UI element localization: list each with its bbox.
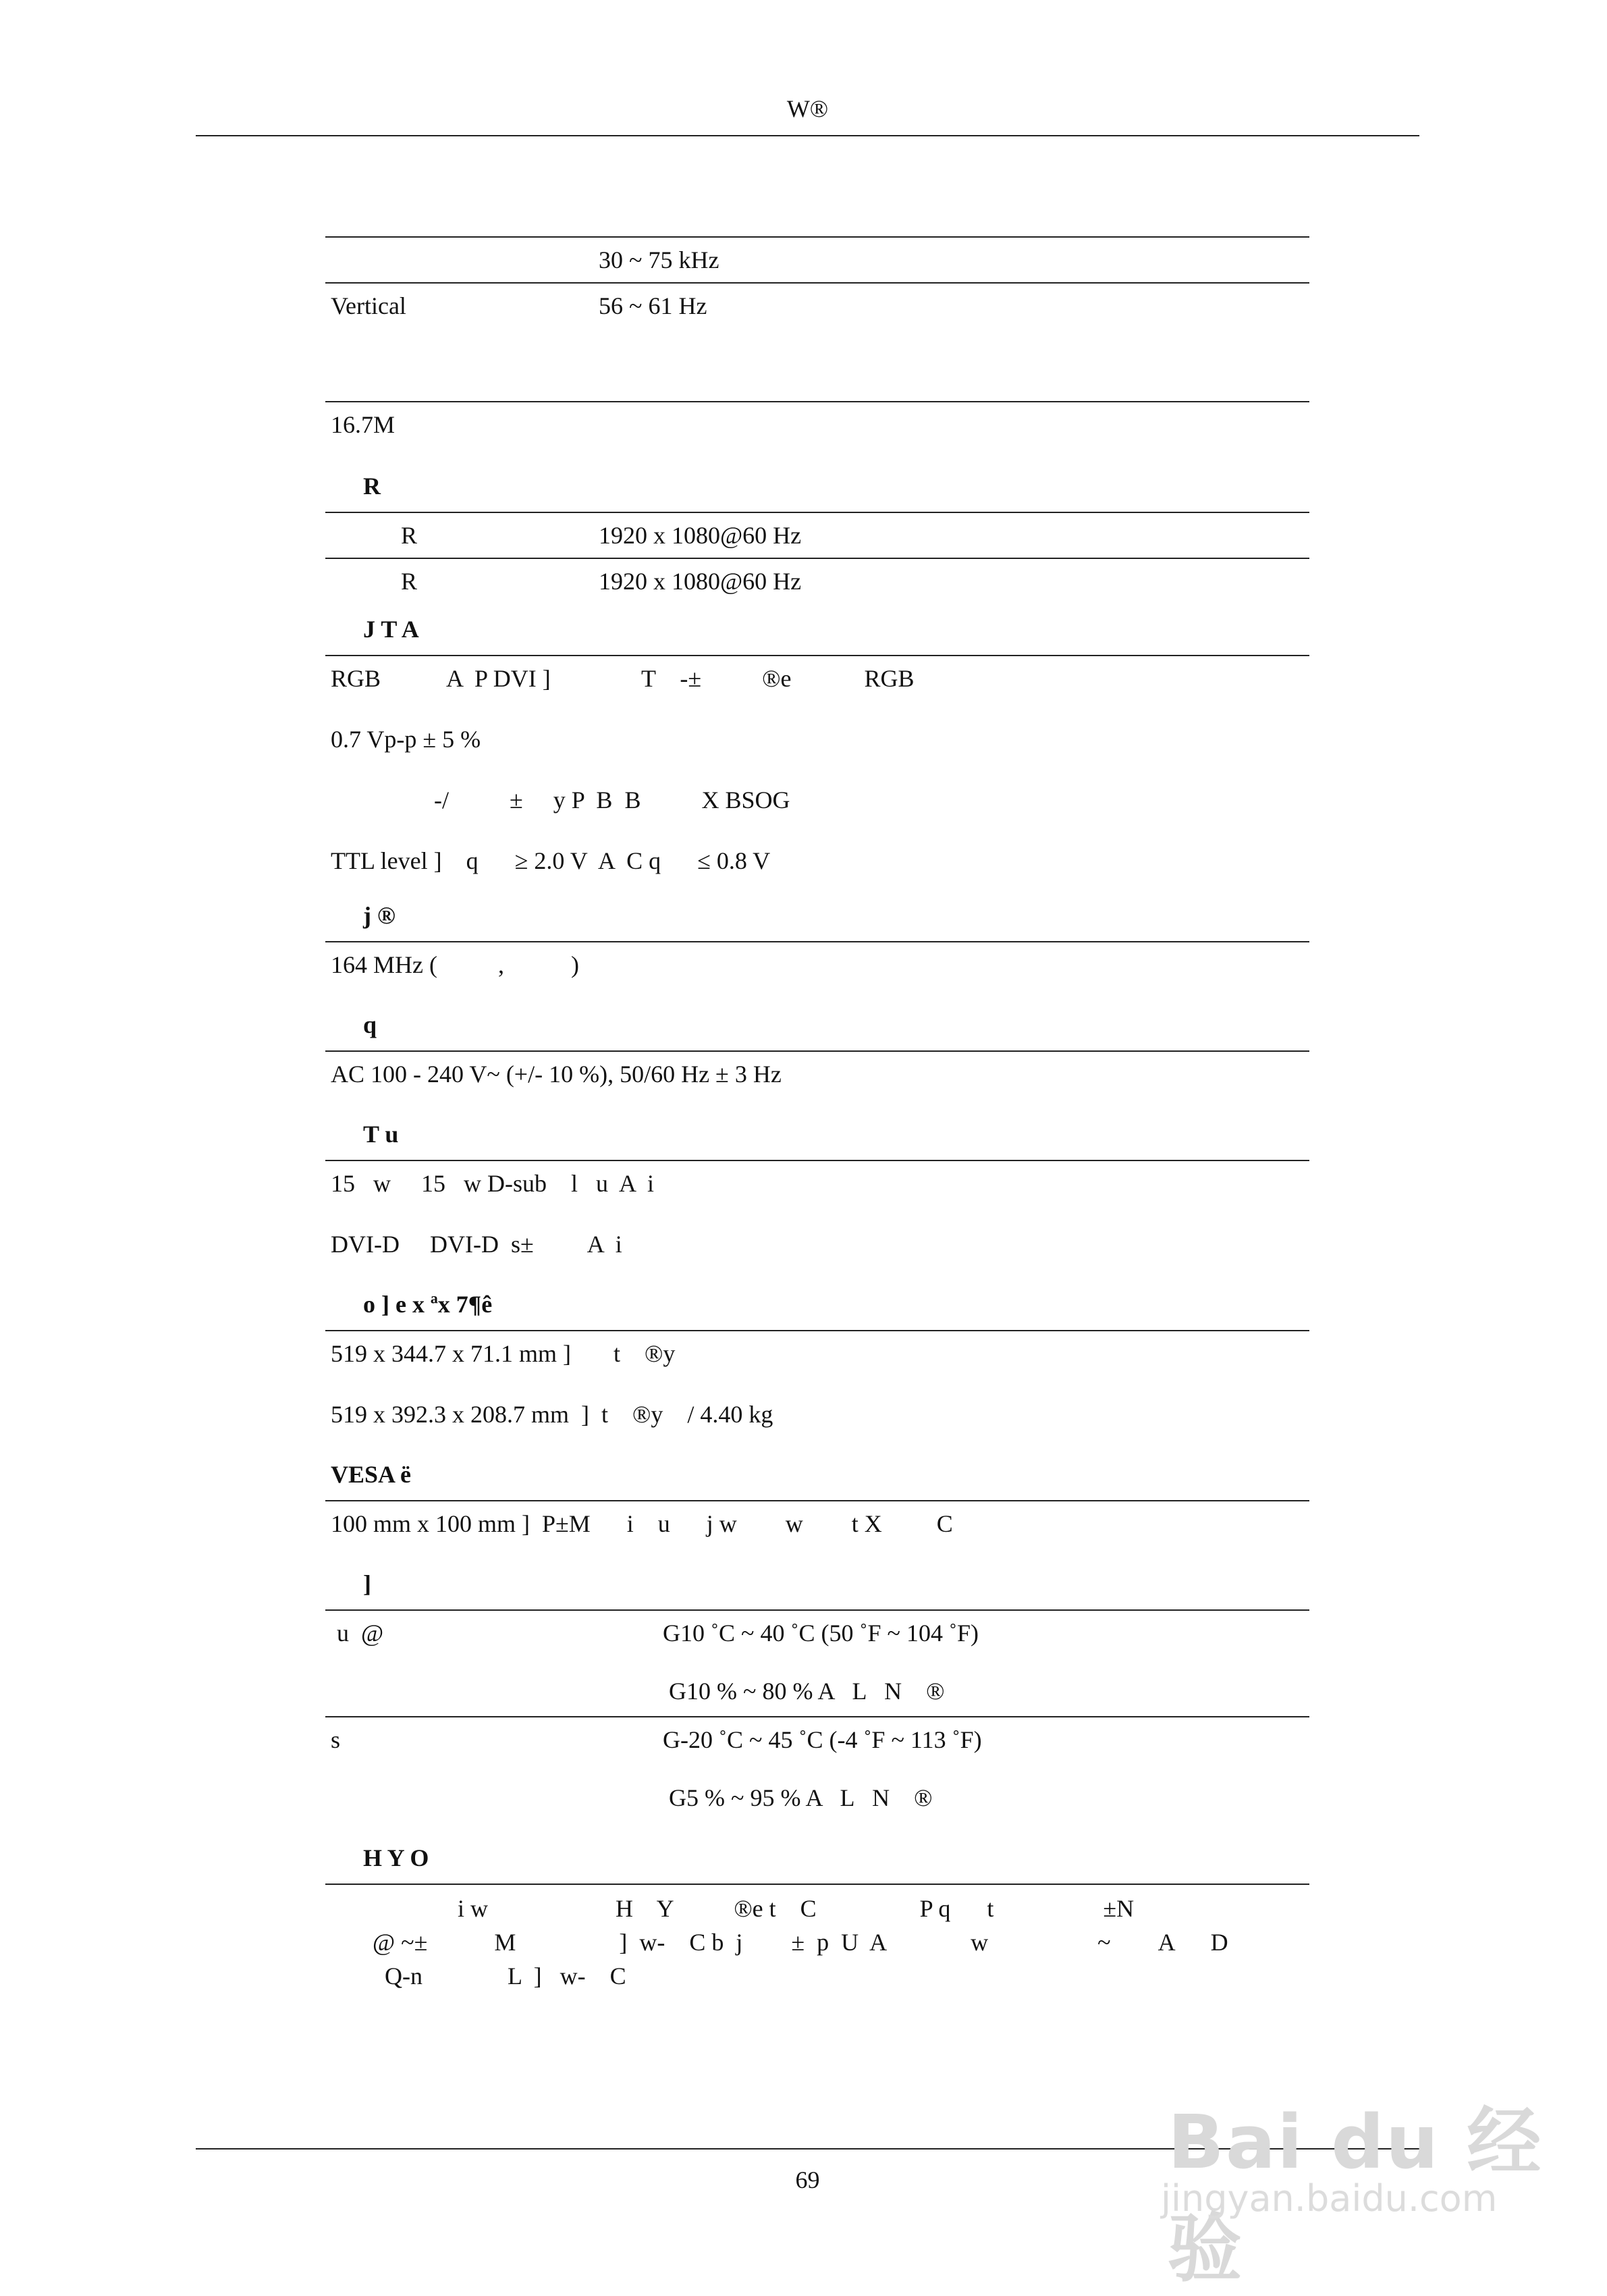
colors-value: 16.7M	[331, 411, 396, 438]
spec-line: -/ ± y P B B X BSOG	[331, 786, 790, 813]
resolution-label: R	[401, 522, 418, 549]
input-signal-heading: J T A	[363, 616, 419, 643]
resolution-row	[325, 513, 1309, 558]
frequency-row	[325, 284, 1309, 355]
spec-line: 15 w 15 w D-sub l u A i	[331, 1170, 655, 1197]
spec-line: RGB A P DVI ] T -± ®e RGB	[331, 665, 915, 692]
frequency-row	[325, 238, 1309, 282]
environment-section	[325, 1572, 1309, 1846]
environment-humidity: G10 % ~ 80 % A L N ®	[663, 1678, 945, 1705]
environment-row	[325, 1717, 1309, 1776]
environment-row	[325, 1669, 1309, 1716]
frequency-label: Vertical	[331, 292, 406, 319]
spec-line: 0.7 Vp-p ± 5 %	[331, 726, 481, 753]
spec-line: 519 x 344.7 x 71.1 mm ] t ®y	[331, 1340, 676, 1367]
watermark-logo: Bai du 经验	[1168, 2099, 1543, 2292]
resolution-section	[325, 474, 1309, 617]
frequency-section	[325, 236, 1309, 474]
environment-label: u @	[331, 1620, 384, 1647]
colors-row	[325, 402, 1309, 474]
spec-line: 100 mm x 100 mm ] P±M i u j w w t X C	[331, 1510, 953, 1537]
dimensions-section	[325, 1292, 1309, 1462]
resolution-label: R	[401, 568, 418, 595]
resolution-value: 1920 x 1080@60 Hz	[599, 522, 802, 549]
spec-line: TTL level ] q ≥ 2.0 V A C q ≤ 0.8 V	[331, 847, 771, 874]
pixel-clock-section	[325, 903, 1309, 1013]
resolution-row	[325, 559, 1309, 617]
frequency-value: 30 ~ 75 kHz	[599, 246, 719, 273]
spec-line: AC 100 - 240 V~ (+/- 10 %), 50/60 Hz ± 3 Hz	[331, 1061, 782, 1088]
page-number: 69	[795, 2166, 820, 2193]
connector-heading: T u	[363, 1121, 399, 1148]
input-signal-section	[325, 617, 1309, 903]
plug-and-play-section	[325, 1846, 1309, 1993]
resolution-heading: R	[363, 473, 381, 500]
power-heading: q	[363, 1011, 377, 1038]
frequency-value: 56 ~ 61 Hz	[599, 292, 707, 319]
page-header: W®	[786, 95, 829, 122]
spec-line: DVI-D DVI-D s± A i	[331, 1231, 622, 1258]
vesa-section	[325, 1462, 1309, 1572]
spec-line: 519 x 392.3 x 208.7 mm ] t ®y / 4.40 kg	[331, 1401, 773, 1428]
plug-and-play-heading: H Y O	[363, 1844, 429, 1871]
environment-label: s	[331, 1726, 341, 1753]
environment-row	[325, 1776, 1309, 1846]
environment-temperature: G-20 ˚C ~ 45 ˚C (-4 ˚F ~ 113 ˚F)	[663, 1726, 982, 1753]
header-rule	[196, 135, 1419, 136]
power-section	[325, 1013, 1309, 1122]
environment-heading: ]	[363, 1570, 371, 1597]
spec-content	[325, 236, 1309, 1993]
spec-line: 164 MHz ( , )	[331, 951, 579, 978]
resolution-value: 1920 x 1080@60 Hz	[599, 568, 802, 595]
dimensions-heading: o ] e x ªx 7¶ê	[363, 1291, 493, 1318]
environment-humidity: G5 % ~ 95 % A L N ®	[663, 1784, 933, 1811]
plug-and-play-notes: i w H Y ®e t C P q t ±N @ ~± M ] w- C b j ± p U A w ~ A D Q-n L ] w- C	[373, 1895, 1228, 1990]
watermark-url: jingyan.baidu.com	[1161, 2177, 1498, 2220]
environment-row	[325, 1611, 1309, 1669]
environment-temperature: G10 ˚C ~ 40 ˚C (50 ˚F ~ 104 ˚F)	[663, 1620, 979, 1647]
pixel-clock-heading: j ®	[363, 902, 396, 929]
vesa-heading: VESA ë	[331, 1461, 412, 1488]
connector-section	[325, 1122, 1309, 1292]
